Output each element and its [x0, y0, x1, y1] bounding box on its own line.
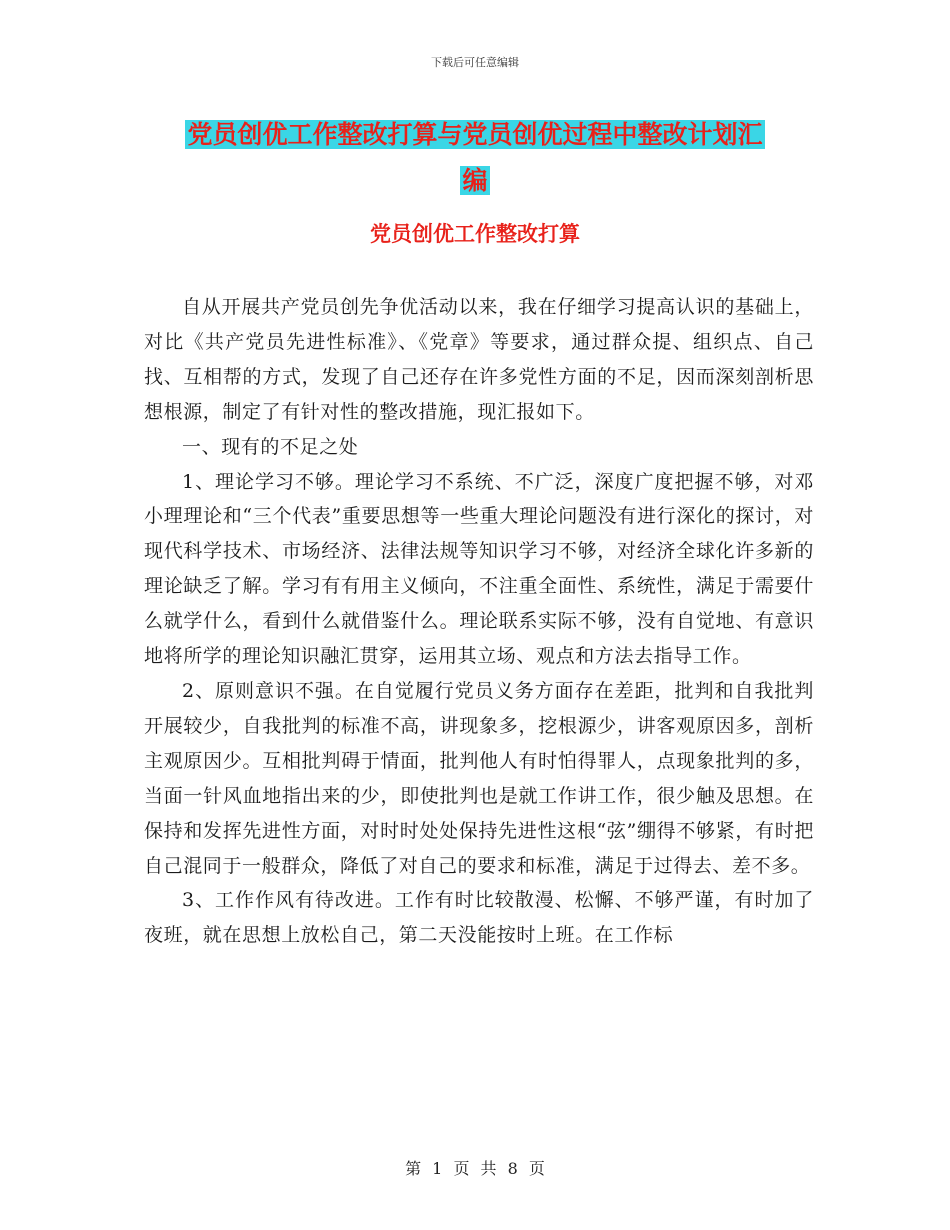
document-title: [0, 112, 950, 204]
title-line-2: 编: [462, 166, 488, 195]
section-title: 党员创优工作整改打算: [370, 222, 580, 246]
paragraph-item-3: 3、工作作风有待改进。工作有时比较散漫、松懈、不够严谨，有时加了夜班，就在思想上放松自己，第二天没能按时上班。在工作标: [144, 889, 814, 947]
body-text: [144, 290, 814, 953]
paragraph-item-1: 1、理论学习不够。理论学习不系统、不广泛，深度广度把握不够，对邓小理理论和“三个代表”重要思想等一些重大理论问题没有进行深化的探讨，对现代科学技术、市场经济、法律法规等知识学习不够，对经济全球化许多新的理论缺乏了解。学习有有用主义倾向，不注重全面性、系统性，满足于需要什么就学什么，看到什么就借鉴什么。理论联系实际不够，没有自觉地、有意识地将所学的理论知识融汇贯穿，运用其立场、观点和方法去指导工作。: [144, 470, 814, 668]
paragraph-intro: 自从开展共产党员创先争优活动以来，我在仔细学习提高认识的基础上，对比《共产党员先进性标准》、《党章》等要求，通过群众提、组织点、自己找、互相帮的方式，发现了自己还存在许多党性方面的不足，因而深刻剖析思想根源，制定了有针对性的整改措施，现汇报如下。: [144, 296, 814, 423]
header-note: 下载后可任意编辑: [431, 56, 519, 69]
paragraph-heading-shortcomings: 一、现有的不足之处: [182, 435, 359, 458]
page-footer: 第 1 页 共 8 页: [405, 1159, 545, 1178]
title-line-1: 党员创优工作整改打算与党员创优过程中整改计划汇: [187, 120, 763, 149]
paragraph-item-2: 2、原则意识不强。在自觉履行党员义务方面存在差距，批判和自我批判开展较少，自我批判的标准不高，讲现象多，挖根源少，讲客观原因多，剖析主观原因少。互相批判碍于情面，批判他人有时怕得罪人，点现象批判的多，当面一针风血地指出来的少，即使批判也是就工作讲工作，很少触及思想。在保持和发挥先进性方面，对时时处处保持先进性这根“弦”绷得不够紧，有时把自己混同于一般群众，降低了对自己的要求和标准，满足于过得去、差不多。: [144, 679, 814, 877]
